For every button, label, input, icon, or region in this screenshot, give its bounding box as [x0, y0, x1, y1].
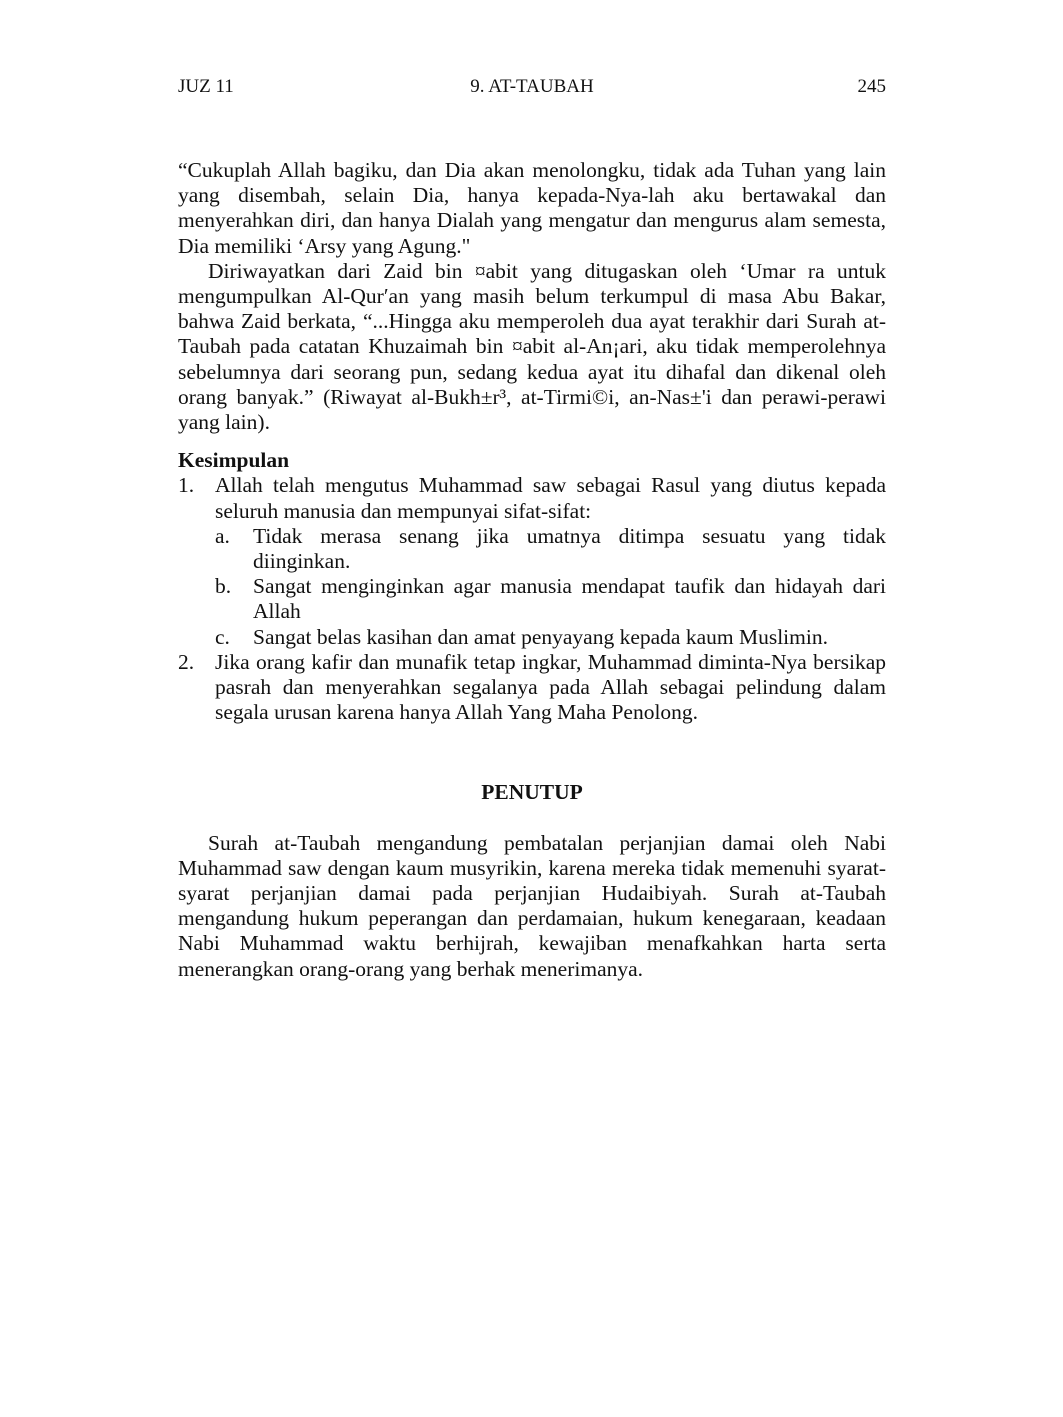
sifat-item-b [215, 574, 886, 624]
sifat-item-a [215, 524, 886, 574]
item-number: 2. [178, 649, 195, 674]
sifat-item-c [215, 625, 886, 650]
item-number: 1. [178, 473, 195, 498]
body-text [178, 158, 886, 982]
prayer-paragraph: “Cukuplah Allah bagiku, dan Dia akan menolongku, tidak ada Tuhan yang lain yang disembah, selain Dia, hanya kepada-Nya-lah aku bertawakal dan menyerahkan diri, dan hanya Dialah yang mengatur dan mengurus alam semesta, Dia memiliki ‘Arsy yang Agung." [178, 158, 886, 258]
penutup-paragraph: Surah at-Taubah mengandung pembatalan perjanjian damai oleh Nabi Muhammad saw dengan kaum musyrikin, karena mereka tidak memenuhi syarat-syarat perjanjian damai pada perjanjian Hudaibiyah. Surah at-Taubah mengandung hukum peperangan dan perdamaian, hukum kenegaraan, keadaan Nabi Muhammad waktu berhijrah, kewajiban menafkahkan harta serta menerangkan orang-orang yang berhak menerimanya. [178, 830, 886, 981]
item-text: Tidak merasa senang jika umatnya ditimpa sesuatu yang tidak diinginkan. [253, 523, 886, 574]
kesimpulan-item-1 [178, 473, 886, 649]
sifat-list [215, 524, 886, 650]
item-text: Jika orang kafir dan munafik tetap ingkar, Muhammad diminta-Nya bersikap pasrah dan menyerahkan segalanya pada Allah sebagai pelindung dalam segala urusan karena hanya Allah Yang Maha Penolong. [215, 649, 886, 725]
header-juz: JUZ 11 [178, 76, 234, 97]
penutup-heading: PENUTUP [481, 780, 583, 805]
item-letter: a. [215, 523, 230, 548]
header-page-number: 245 [857, 76, 886, 97]
kesimpulan-item-2 [178, 650, 886, 726]
page [178, 70, 886, 982]
item-letter: c. [215, 624, 230, 649]
header-surah: 9. AT-TAUBAH [470, 76, 594, 97]
running-header [178, 70, 886, 104]
kesimpulan-heading: Kesimpulan [178, 448, 290, 473]
item-text: Sangat belas kasihan dan amat penyayang kepada kaum Muslimin. [253, 624, 828, 649]
item-text: Sangat menginginkan agar manusia mendapat taufik dan hidayah dari Allah [253, 574, 886, 624]
item-letter: b. [215, 574, 232, 599]
kesimpulan-list [178, 473, 886, 725]
item-text: Allah telah mengutus Muhammad saw sebagai Rasul yang diutus kepada seluruh manusia dan mempunyai sifat-sifat: [215, 473, 886, 523]
narration-paragraph: Diriwayatkan dari Zaid bin ¤abit yang ditugaskan oleh ‘Umar ra untuk mengumpulkan Al-Qur′an yang masih belum terkumpul di masa Abu Bakar, bahwa Zaid berkata, “...Hingga aku memperoleh dua ayat terakhir dari Surah at-Taubah pada catatan Khuzaimah bin ¤abit al-An¡ari, aku tidak memperolehnya sebelumnya dari seorang pun, sedang kedua ayat itu dihafal dan dikenal oleh orang banyak.” (Riwayat al-Bukh±r³, at-Tirmi©i, an-Nas±'i dan perawi-perawi yang lain). [178, 258, 886, 435]
